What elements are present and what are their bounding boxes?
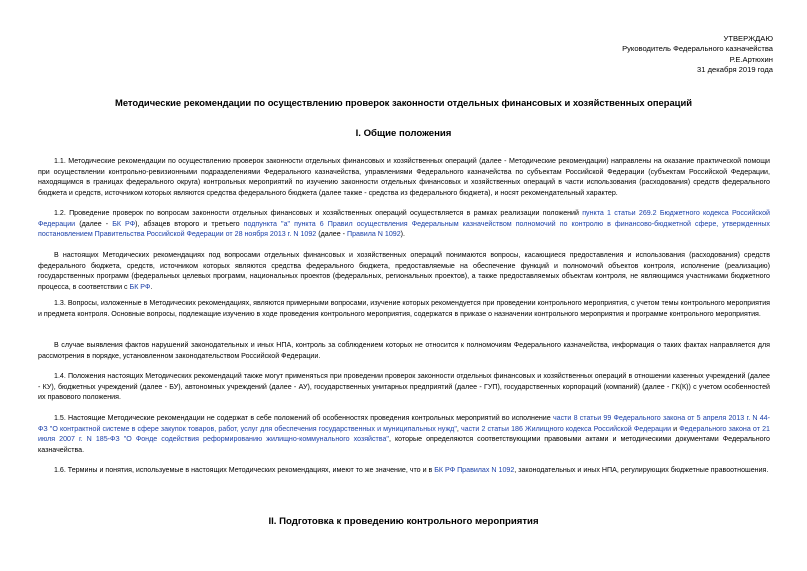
paragraph-text: 1.3. Вопросы, изложенные в Методических рекомендациях, являются примерными вопросами, изучение которых рекомендуется при проведении контрольного мероприятия, с учетом темы контрольного мероприятия и предмета контроля. Основные вопросы, подлежащие изучению в ходе проведения контрольного мероприятия, содержатся в приказе о назначении контрольного мероприятия и программе контрольного мероприятия. — [38, 299, 770, 318]
paragraph-text: В настоящих Методических рекомендациях под вопросами отдельных финансовых и хозяйственных операций понимаются вопросы, касающиеся предоставления и использования (расходования) средств федерального бюджета, средств, источником которых являются средства федерального бюджета, предоставляемые на обеспечение функций и полномочий объектов контроля, исполнение (реализацию) государственных программ (федеральных целевых программ, национальных проектов (федеральных, региональных проектов), а также предоставляемых объектам контроля, не являющимся участниками бюджетного процесса, в соответствии с — [38, 251, 770, 291]
approval-position: Руководитель Федерального казначейства — [622, 44, 773, 54]
paragraph-1-3 — [38, 298, 770, 319]
paragraph-text: , которые определяются соответствующими правовыми актами и методическими документами Федерального казначейства. — [38, 435, 770, 454]
paragraph-text: и — [671, 424, 680, 433]
paragraph-1-4 — [38, 371, 770, 403]
approval-signatory: Р.Е.Артюхин — [729, 54, 773, 64]
paragraph-text: . — [150, 282, 153, 291]
paragraph-text: 1.1. Методические рекомендации по осуществлению проверок законности отдельных финансовых и хозяйственных операций (далее - Методические рекомендации) направлены на оказание практической помощи при осуществлении контрольно-ревизионными подразделениями Федерального казначейства, управлениями Федерального казначейства по субъектам Российской Федерации (субъектам Российской Федерации, находящимся в границах федерального округа) контрольных мероприятий по изучению законности отдельных финансовых и хозяйственных операций в части использования (расходования) средств федерального бюджета и средств, источником которых являются средства федерального бюджета (далее также - средства из федерального бюджета), и носят рекомендательный характер. — [38, 157, 770, 197]
paragraph-text: 1.5. Настоящие Методические рекомендации не содержат в себе положений об особенностях проведения контрольных мероприятий во исполнение — [54, 414, 553, 422]
link-rules-1092[interactable]: Правила N 1092 — [347, 230, 401, 239]
paragraph-text: , законодательных и иных НПА, регулирующих бюджетные правоотношения. — [514, 466, 769, 474]
link-bk-rf[interactable]: БК РФ — [112, 219, 136, 228]
paragraph-text: (далее - — [316, 230, 347, 239]
section-heading-preparation: II. Подготовка к проведению контрольного мероприятия — [268, 516, 539, 527]
document-title: Методические рекомендации по осуществлению проверок законности отдельных финансовых и хозяйственных операций — [115, 97, 692, 108]
paragraph-text: , — [456, 424, 461, 433]
paragraph-1-5 — [38, 413, 770, 455]
paragraph-text: В случае выявления фактов нарушений законодательных и иных НПА, контроль за соблюдением которых не относится к полномочиям Федерального казначейства, информация о таких фактах направляется для рассмотрения в порядке, установленном законодательством Российской Федерации. — [38, 341, 770, 360]
paragraph-text: (далее - — [75, 219, 113, 228]
section-heading-general: I. Общие положения — [355, 128, 452, 139]
paragraph-text: ), абзацев второго и третьего — [135, 219, 244, 228]
paragraph-text: ). — [400, 230, 405, 239]
paragraph-1-3-violations — [38, 340, 770, 361]
approval-heading: УТВЕРЖДАЮ — [723, 34, 773, 43]
paragraph-text: 1.4. Положения настоящих Методических рекомендаций также могут применяться при проведении проверок законности отдельных финансовых и хозяйственных операций в отношении казенных учреждений (далее - КУ), бюджетных учреждений (далее - БУ), автономных учреждений (далее - АУ), государственных унитарных предприятий (далее - ГУП), государственных корпораций (компаний) (далее - ГК(К)) с учетом особенностей их правового положения. — [38, 372, 770, 402]
approval-date: 31 декабря 2019 года — [697, 65, 773, 75]
paragraph-text: 1.2. Проведение проверок по вопросам законности отдельных финансовых и хозяйственных операций осуществляется в рамках реализации положений — [54, 209, 583, 217]
paragraph-text: 1.6. Термины и понятия, используемые в настоящих Методических рекомендациях, имеют то же значение, что и в — [54, 466, 435, 474]
paragraph-1-1 — [38, 156, 770, 198]
link-law-185-fz[interactable]: Федерального закона от 21 июля 2007 г. N 185-ФЗ "О Фонде содействия реформированию жилищно-коммунального хозяйства" — [38, 424, 770, 444]
link-law-44-fz-article-99[interactable]: части 8 статьи 99 Федерального закона от 5 апреля 2013 г. N 44-ФЗ "О контрактной системе в сфере закупок товаров, работ, услуг для обеспечения государственных и муниципальных нужд" — [38, 414, 770, 433]
link-rules-1092[interactable]: Правилах N 1092 — [457, 466, 515, 474]
paragraph-1-2-definition — [38, 250, 770, 292]
link-housing-code-article-186[interactable]: части 2 статьи 186 Жилищного кодекса Российской Федерации — [460, 424, 672, 433]
paragraph-1-6 — [38, 465, 770, 476]
paragraph-1-2 — [38, 208, 770, 240]
link-bk-rf[interactable]: БК РФ — [434, 466, 456, 474]
link-bk-rf-article-269-2[interactable]: пункта 1 статьи 269.2 Бюджетного кодекса Российской Федерации — [38, 209, 770, 228]
link-bk-rf[interactable]: БК РФ — [129, 282, 151, 291]
approval-block — [622, 34, 773, 76]
link-rules-1092-clause-6[interactable]: подпункта "а" пункта 6 Правил осуществления Федеральным казначейством полномочий по контролю в финансово-бюджетной сфере, утвержденных постановлением Правительства Российской Федерации от 28 ноября 2013 г. N 1092 — [38, 219, 770, 239]
